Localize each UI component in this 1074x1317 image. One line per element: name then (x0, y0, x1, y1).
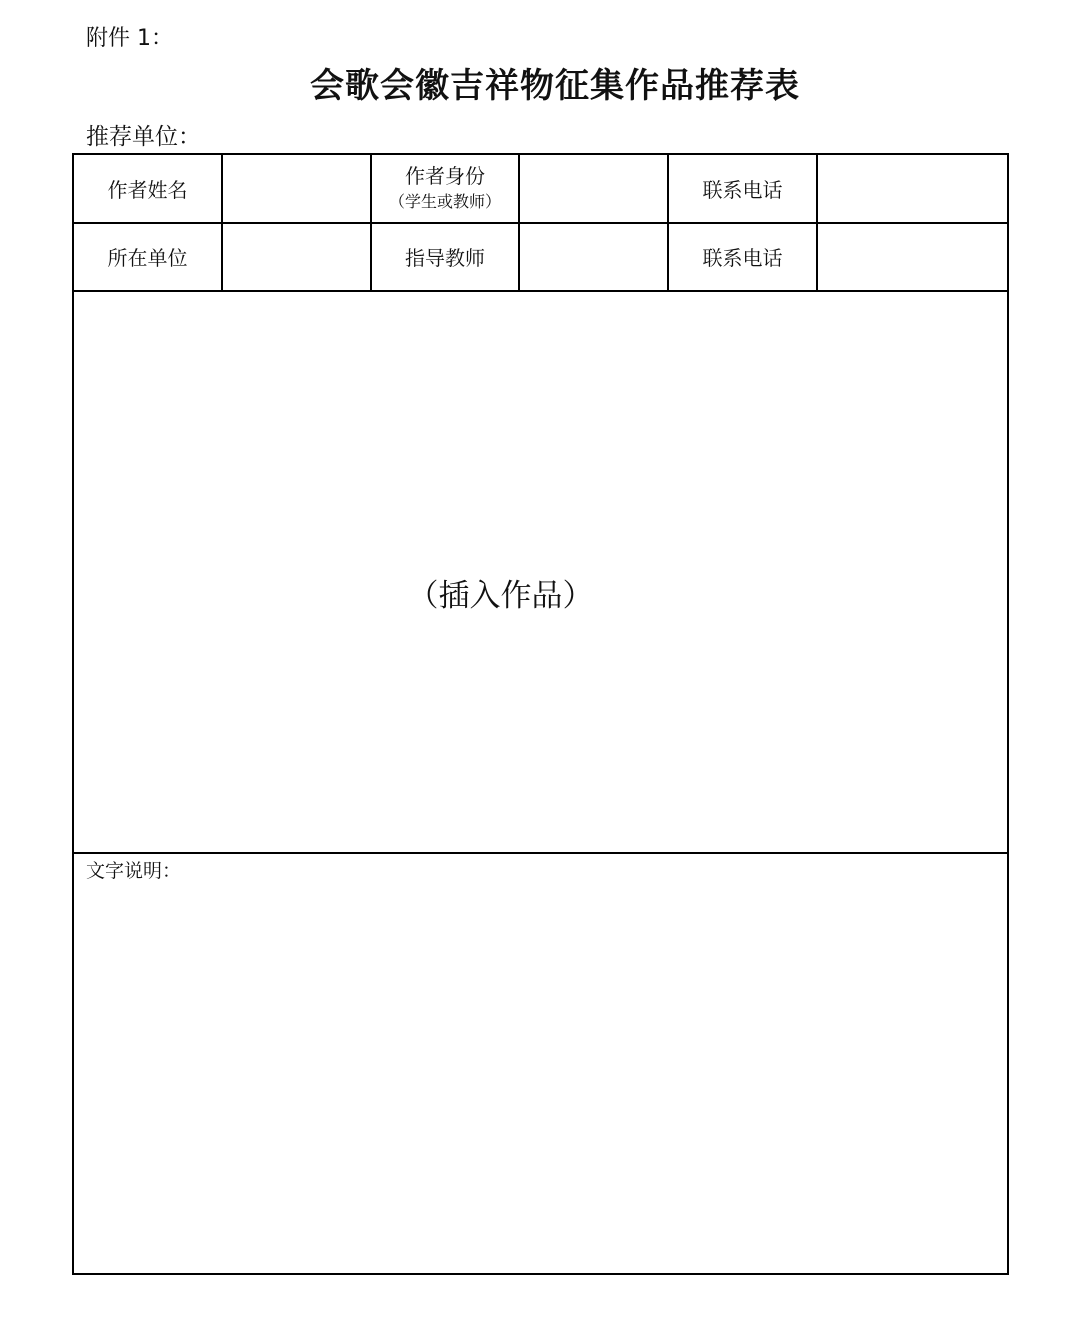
advisor-field[interactable] (519, 223, 668, 292)
author-name-label: 作者姓名 (73, 154, 222, 223)
description-label: 文字说明： (86, 860, 182, 883)
author-identity-field[interactable] (519, 154, 668, 223)
table-row-author (73, 154, 1008, 223)
recommending-unit-label: 推荐单位： (86, 124, 201, 150)
unit-field[interactable] (222, 223, 371, 292)
advisor-phone-field[interactable] (817, 223, 1008, 292)
work-placeholder-text: （插入作品） (407, 577, 594, 614)
author-identity-label-cell (371, 154, 519, 223)
work-insert-area[interactable] (73, 291, 1008, 853)
attachment-label: 附件 1： (86, 26, 173, 51)
author-name-field[interactable] (222, 154, 371, 223)
author-identity-label: 作者身份 (405, 164, 485, 189)
description-area[interactable] (73, 853, 1008, 1274)
page-title: 会歌会徽吉祥物征集作品推荐表 (310, 66, 800, 106)
advisor-label: 指导教师 (371, 223, 519, 292)
author-phone-label: 联系电话 (668, 154, 817, 223)
unit-label: 所在单位 (73, 223, 222, 292)
author-phone-field[interactable] (817, 154, 1008, 223)
table-row-work (73, 291, 1008, 853)
advisor-phone-label: 联系电话 (668, 223, 817, 292)
table-row-unit (73, 223, 1008, 292)
table-row-description (73, 853, 1008, 1274)
author-identity-note: （学生或教师） (388, 192, 501, 212)
recommendation-form-table (72, 153, 1009, 1275)
